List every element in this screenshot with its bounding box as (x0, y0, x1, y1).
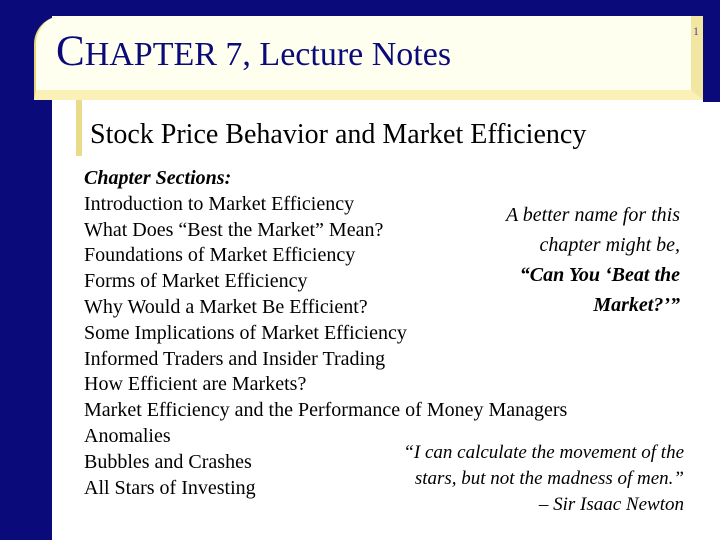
section-item: How Efficient are Markets? (84, 373, 307, 396)
section-item: Foundations of Market Efficiency (84, 244, 356, 267)
section-item: Some Implications of Market Efficiency (84, 321, 407, 344)
section-item: Introduction to Market Efficiency (84, 192, 355, 215)
section-item: Informed Traders and Insider Trading (84, 347, 386, 370)
slide-number: 1 (693, 24, 699, 38)
section-item: Why Would a Market Be Efficient? (84, 295, 368, 318)
newton-quote (403, 440, 684, 518)
right-decor-bar (703, 0, 720, 102)
section-item: Anomalies (84, 424, 171, 447)
side-note-line: “Can You ‘Beat the (519, 264, 680, 286)
section-item: Forms of Market Efficiency (84, 270, 308, 293)
side-note-line: A better name for this (505, 204, 680, 226)
top-decor-bar (0, 0, 720, 16)
section-item: What Does “Best the Market” Mean? (84, 218, 384, 241)
title-initial: C (56, 28, 85, 75)
title-rest: HAPTER 7, Lecture Notes (84, 36, 452, 73)
subtitle-rule (76, 100, 82, 156)
section-item: Market Efficiency and the Performance of Money Managers (84, 399, 568, 422)
quote-line: stars, but not the madness of men.” (414, 468, 684, 489)
subtitle: Stock Price Behavior and Market Efficiency (90, 119, 587, 150)
side-note-line: chapter might be, (539, 234, 680, 256)
section-item: Bubbles and Crashes (84, 450, 252, 473)
quote-line: “I can calculate the movement of the (403, 442, 684, 463)
section-item: All Stars of Investing (84, 476, 256, 499)
side-note-line: Market?’” (593, 294, 680, 316)
page-title (56, 30, 451, 73)
sections-heading: Chapter Sections: (84, 167, 232, 189)
quote-attribution: – Sir Isaac Newton (538, 494, 684, 515)
side-note (506, 200, 680, 320)
